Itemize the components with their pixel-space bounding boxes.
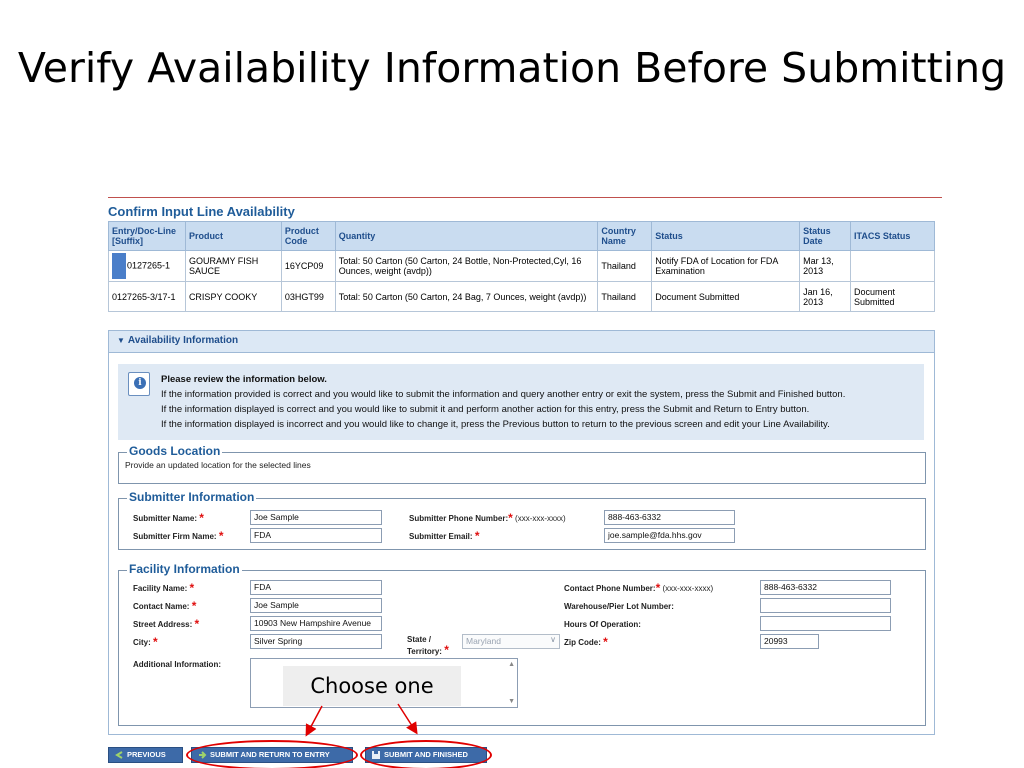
info-line: If the information displayed is correct and you would like to submit it and perform another action for this entry, press the Submit and Return to Entry button. [161,404,810,415]
chevron-down-icon: ∨ [550,635,556,644]
contact-name-input[interactable]: Joe Sample [250,598,382,613]
submitter-name-label: Submitter Name: * [133,511,204,525]
highlight-oval-submit-finished [360,740,492,768]
info-line: If the information displayed is incorrect and you would like to change it, press the Previous button to return to the previous screen and edit your Line Availability. [161,419,830,430]
goods-location-legend: Goods Location [129,444,221,458]
info-line: If the information provided is correct and you would like to submit the information and query another entry or exit the system, press the Submit and Finished button. [161,389,846,400]
street-address-label: Street Address: * [133,617,200,631]
col-product-code: Product Code [281,222,335,251]
required-marker: * [655,581,661,595]
scroll-up-icon[interactable]: ▲ [508,661,515,668]
itacs-cell: Document Submitted [851,282,935,312]
submitter-firm-label: Submitter Firm Name: * [133,529,224,543]
availability-panel [108,330,935,735]
slide-title: Verify Availability Information Before Submitting [17,44,1007,92]
facility-name-label: Facility Name: * [133,581,195,595]
required-marker: * [444,643,449,657]
zip-input[interactable]: 20993 [760,634,819,649]
submit-return-label: SUBMIT AND RETURN TO ENTRY [210,750,330,759]
submitter-phone-label: Submitter Phone Number:* (xxx-xxx-xxxx) [409,511,566,525]
facility-box [118,562,926,726]
back-arrow-icon [114,750,124,760]
required-marker: * [194,617,200,631]
confirm-heading: Confirm Input Line Availability [108,204,295,219]
contact-phone-label: Contact Phone Number:* (xxx-xxx-xxxx) [564,581,714,595]
warehouse-label: Warehouse/Pier Lot Number: [564,602,674,611]
product-cell: GOURAMY FISH SAUCE [185,251,281,282]
scroll-down-icon[interactable]: ▼ [508,698,515,705]
city-input[interactable]: Silver Spring [250,634,382,649]
submitter-box [118,490,926,550]
country-cell: Thailand [598,251,652,282]
previous-button[interactable] [108,747,183,763]
hours-input[interactable] [760,616,891,631]
highlight-oval-submit-return [186,740,358,768]
table-row[interactable] [109,282,935,312]
info-title: Please review the information below. [161,374,327,385]
line-availability-table [108,221,935,312]
status-date-cell: Mar 13, 2013 [800,251,851,282]
availability-header[interactable] [109,331,934,353]
col-country: Country Name [598,222,652,251]
col-entry: Entry/Doc-Line [Suffix] [109,222,186,251]
submitter-legend: Submitter Information [129,490,255,504]
contact-name-label: Contact Name: * [133,599,197,613]
hours-label: Hours Of Operation: [564,620,641,629]
itacs-cell [851,251,935,282]
code-cell: 03HGT99 [281,282,335,312]
redaction-block [112,253,126,279]
required-marker: * [189,581,195,595]
entry-text: 0127265-1 [127,260,171,271]
info-box [118,364,924,440]
country-cell: Thailand [598,282,652,312]
submit-finished-label: SUBMIT AND FINISHED [384,750,468,759]
submitter-firm-input[interactable]: FDA [250,528,382,543]
entry-text: 0127265-3/17-1 [112,291,176,302]
table-header-row [109,222,935,251]
choose-one-callout: Choose one [283,666,461,706]
status-cell: Notify FDA of Location for FDA Examination [652,251,800,282]
col-status: Status [652,222,800,251]
required-marker: * [603,635,608,649]
col-itacs-status: ITACS Status [851,222,935,251]
title-divider [108,197,942,198]
table-row[interactable] [109,251,935,282]
product-cell: CRISPY COOKY [185,282,281,312]
contact-phone-input[interactable]: 888-463-6332 [760,580,891,595]
entry-cell [109,282,186,312]
entry-cell [109,251,186,282]
col-status-date: Status Date [800,222,851,251]
city-label: City: * [133,635,158,649]
col-product: Product [185,222,281,251]
info-icon: i [128,372,150,396]
quantity-cell: Total: 50 Carton (50 Carton, 24 Bag, 7 Ounces, weight (avdp)) [335,282,598,312]
code-cell: 16YCP09 [281,251,335,282]
additional-info-label: Additional Information: [133,660,221,669]
submitter-email-label: Submitter Email: * [409,529,480,543]
state-label: State / Territory: * [407,635,449,657]
required-marker: * [218,529,224,543]
required-marker: * [508,511,513,525]
collapse-triangle-icon[interactable]: ▼ [117,336,125,345]
col-quantity: Quantity [335,222,598,251]
required-marker: * [199,511,204,525]
goods-location-box [118,444,926,484]
goods-location-text: Provide an updated location for the selected lines [125,460,311,470]
required-marker: * [474,529,480,543]
required-marker: * [153,635,158,649]
availability-header-label: Availability Information [127,335,239,346]
submitter-email-input[interactable]: joe.sample@fda.hhs.gov [604,528,735,543]
status-cell: Document Submitted [652,282,800,312]
submitter-name-input[interactable]: Joe Sample [250,510,382,525]
submitter-phone-input[interactable]: 888-463-6332 [604,510,735,525]
confirm-section [108,204,938,312]
state-select[interactable]: Maryland ∨ [462,634,560,649]
status-date-cell: Jan 16, 2013 [800,282,851,312]
quantity-cell: Total: 50 Carton (50 Carton, 24 Bottle, Non-Protected,Cyl, 16 Ounces, weight (avdp)) [335,251,598,282]
street-address-input[interactable]: 10903 New Hampshire Avenue [250,616,382,631]
info-text [161,372,845,432]
facility-name-input[interactable]: FDA [250,580,382,595]
required-marker: * [191,599,197,613]
facility-legend: Facility Information [129,562,240,576]
warehouse-input[interactable] [760,598,891,613]
zip-label: Zip Code: * [564,635,608,649]
previous-label: PREVIOUS [127,750,166,759]
